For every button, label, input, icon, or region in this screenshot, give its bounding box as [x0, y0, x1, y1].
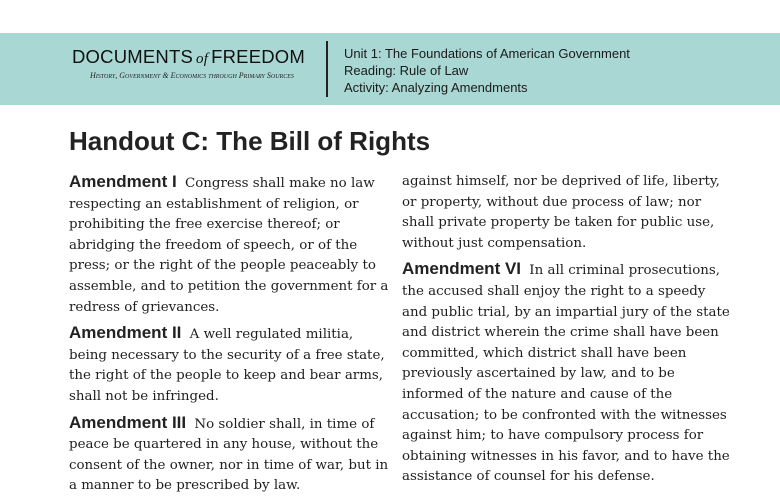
amendment-heading: Amendment III [69, 412, 187, 432]
amendment-text: No soldier shall, in time of peace be quartered in any house, without the consent of the owner, nor in time of war, but in a manner to be prescribed by law. [69, 416, 389, 494]
amendment-heading: Amendment I [69, 172, 177, 191]
right-column [402, 172, 732, 493]
amendment-5-continued: against himself, nor be deprived of life, liberty, or property, without due process of law; nor shall private property be taken for public use, without just compensation. [402, 174, 720, 251]
amendment-heading: Amendment VI [402, 259, 522, 279]
logo-subtitle: History, Government & Economics through Primary Sources [90, 71, 294, 80]
amendment-text: In all criminal prosecutions, the accused shall enjoy the right to a speedy and public trial, by an impartial jury of the state and district wherein the crime shall have been committed, which district shall have been previously ascertained by law, and to be informed of the nature and cause of the accusation; to be confronted with the witnesses against him; to have compulsory process for obtaining witnesses in his favor, and to have the assistance of counsel for his defense. [402, 263, 730, 485]
reading-label: Reading: Rule of Law [344, 63, 469, 78]
amendment-text: A well regulated militia, being necessary to the security of a free state, the right of the people to keep and bear arms, shall not be infringed. [69, 327, 385, 404]
amendment-3 [69, 413, 394, 497]
amendment-1 [69, 172, 394, 318]
amendment-text: Congress shall make no law respecting an establishment of religion, or prohibiting the free exercise thereof; or abridging the freedom of speech, or of the press; or the right of the people peaceably to assemble, and to petition the government for a redress of grievances. [69, 176, 389, 315]
documents-of-freedom-logo [72, 46, 312, 80]
amendment-6 [402, 259, 732, 488]
amendment-heading: Amendment II [69, 323, 182, 343]
handout-title: Handout C: The Bill of Rights [69, 126, 431, 156]
header-divider [326, 41, 328, 97]
unit-info [344, 45, 630, 96]
header-banner [0, 33, 780, 105]
logo-title-part1: DOCUMENTS [72, 46, 194, 67]
amendment-2 [69, 323, 394, 407]
logo-title-part2: FREEDOM [211, 46, 306, 67]
logo-title-of: of [196, 51, 209, 67]
logo-title [72, 46, 312, 68]
unit-label: Unit 1: The Foundations of American Government [344, 46, 630, 61]
activity-label: Activity: Analyzing Amendments [344, 80, 528, 95]
left-column [69, 172, 394, 502]
